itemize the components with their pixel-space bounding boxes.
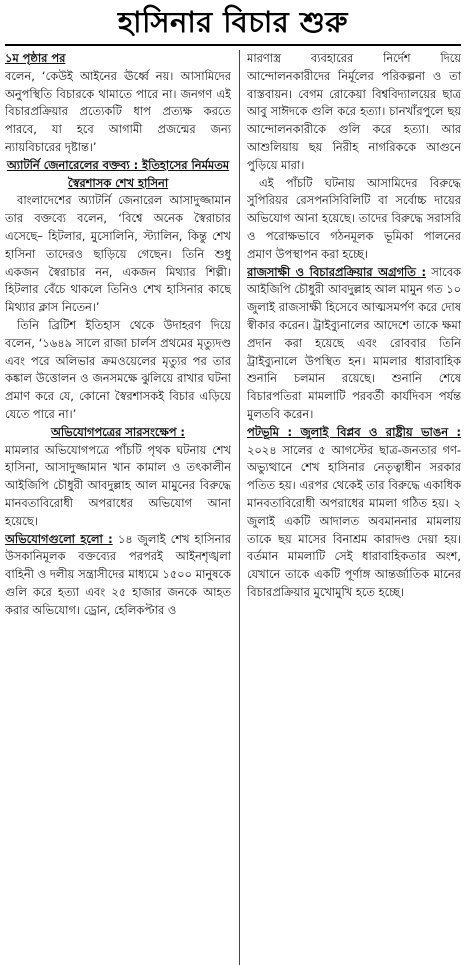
paragraph-4: মামলার অভিযোগপত্রে পাঁচটি পৃথক ঘটনায় শেখ হাসিনা, আসাদুজ্জামান খান কামাল ও তৎকালীন আইজিপি চৌধুরী আবদুল্লাহ আল মামুনের বিরুদ্ধে মানবতাবিরোধী অপরাধের অভিযোগ আনা হয়েছে। xyxy=(5,442,231,528)
subhead-attorney-general: অ্যাটর্নি জেনারেলের বক্তব্য : ইতিহাসের নির্মমতম স্বৈরশাসক শেখ হাসিনা xyxy=(6,157,230,190)
right-column xyxy=(247,50,461,965)
paragraph-2: বাংলাদেশের অ্যাটর্নি জেনারেল আসাদুজ্জামান তার বক্তব্যে বলেন, ‘বিশ্বে অনেক স্বৈরাচার এসেছে– হিটলার, মুসোলিনি, স্ট্যালিন, কিন্তু শেখ হাসিনা তাদেরও ছাড়িয়ে গেছেন। তিনি শুধু একজন স্বৈরাচার নন, একজন মিথ্যার শিল্পী। হিটলার বেঁচে থাকলে তিনিও শেখ হাসিনার কাছে মিথ্যার ক্লাস নিতেন।’ xyxy=(5,193,231,315)
paragraph-1: বলেন, ‘কেউই আইনের ঊর্ধ্বে নয়। আসামিদের অনুপস্থিতি বিচারকে থামাতে পারে না। জনগণ এই বিচারপ্রক্রিয়ার প্রত্যেকটি ধাপ প্রত্যক্ষ করতে পারবে, যা হবে আগামী প্রজন্মের জন্য ন্যায়বিচারের দৃষ্টান্ত।’ xyxy=(5,68,231,154)
headline: হাসিনার বিচার শুরু xyxy=(117,5,349,39)
lead-charges: অভিযোগগুলো হলো : xyxy=(5,531,113,546)
headline-rule xyxy=(5,44,461,46)
paragraph-7: এই পাঁচটি ঘটনায় আসামিদের বিরুদ্ধে সুপিরিয়র রেসপনসিবিলিটি বা সর্বোচ্চ দায়ের অভিযোগ আনা হয়েছে। তাদের বিরুদ্ধে সরাসরি ও পরোক্ষভাবে গঠনমূলক ভূমিকা পালনের প্রমাণ উপস্থাপন করা হচ্ছে। xyxy=(247,175,461,261)
paragraph-5-wrap xyxy=(5,531,231,620)
paragraph-6: মারণাস্ত্র ব্যবহারের নির্দেশ দিয়ে আন্দোলনকারীদের নির্মূলের পরিকল্পনা ও তা বাস্তবায়ন। বেগম রোকেয়া বিশ্ববিদ্যালয়ের ছাত্র আবু সাঈদকে গুলি করে হত্যা। চানখাঁরপুলে ছয় আন্দোলনকারীকে গুলি করে হত্যা। আর আশুলিয়ায় ছয় নিরীহ নাগরিককে আগুনে পুড়িয়ে মারা। xyxy=(247,51,461,172)
article-columns xyxy=(5,50,461,965)
continued-paragraph xyxy=(5,50,231,68)
subhead-charge-summary: অভিযোগপত্রের সারসংক্ষেপ : xyxy=(50,424,185,439)
paragraph-8: সাবেক আইজিপি চৌধুরী আবদুল্লাহ আল মামুন গত ১০ জুলাই রাজসাক্ষী হিসেবে আত্মসমর্পণ করে দোষ স্বীকার করেন। ট্রাইব্যুনালের আদেশে তাকে ক্ষমা প্রদান করা হয়েছে এবং রোববার তিনি ট্রাইব্যুনালে উপস্থিত হন। মামলার ধারাবাহিক শুনানি চলমান রয়েছে। শুনানি শেষে বিচারপতিরা মামলাটি পরবর্তী কার্যদিবস পর্যন্ত মুলতবি করেন। xyxy=(247,264,461,421)
lead-state-witness: রাজসাক্ষী ও বিচারপ্রক্রিয়ার অগ্রগতি : xyxy=(247,264,427,279)
paragraph-3: তিনি ব্রিটিশ ইতিহাস থেকে উদাহরণ দিয়ে বলেন, ‘১৬৪৯ সালে রাজা চার্লস প্রথমের মৃত্যুদণ্ড এবং পরে অলিভার ক্রমওয়েলের মৃত্যুর পর তার কঙ্কাল উত্তোলন ও জনসমক্ষে ঝুলিয়ে রাখার ঘটনা প্রমাণ করে যে, কোনো স্বৈরশাসকই বিচার এড়িয়ে যেতে পারে না।’ xyxy=(5,317,231,421)
paragraph-8-wrap xyxy=(247,264,461,424)
paragraph-9-wrap xyxy=(247,424,461,602)
paragraph-9: ২০২৪ সালের ৫ আগস্টের ছাত্র-জনতার গণ-অভ্যুত্থানে শেখ হাসিনার নেতৃত্বাধীন সরকার পতিত হয়। এরপর থেকেই তার বিরুদ্ধে একাধিক মানবতাবিরোধী অপরাধের মামলা গঠিত হয়। ২ জুলাই একটি আদালত অবমাননার মামলায় তাকে ছয় মাসের বিনাশ্রম কারাদণ্ড দেয়া হয়। বর্তমান মামলাটি সেই ধারাবাহিকতার অংশ, যেখানে তাকে একটি পূর্ণাঙ্গ আন্তর্জাতিক মানের বিচারপ্রক্রিয়ার মুখোমুখি হতে হচ্ছে। xyxy=(247,442,461,599)
paragraph-5: ১৪ জুলাই শেখ হাসিনার উসকানিমূলক বক্তব্যের পরপরই আইনশৃঙ্খলা বাহিনী ও দলীয় সন্ত্রাসীদের মাধ্যমে ১৫০০ মানুষকে গুলি করে হত্যা এবং ২৫ হাজার জনকে আহত করার অভিযোগ। ড্রোন, হেলিকপ্টার ও xyxy=(5,531,231,617)
continued-from-tag: ১ম পৃষ্ঠার পর xyxy=(5,51,66,65)
column-divider xyxy=(239,50,240,965)
lead-background: পটভূমি : জুলাই বিপ্লব ও রাষ্ট্রীয় ভাঙন : xyxy=(247,424,461,439)
left-column xyxy=(5,50,231,965)
